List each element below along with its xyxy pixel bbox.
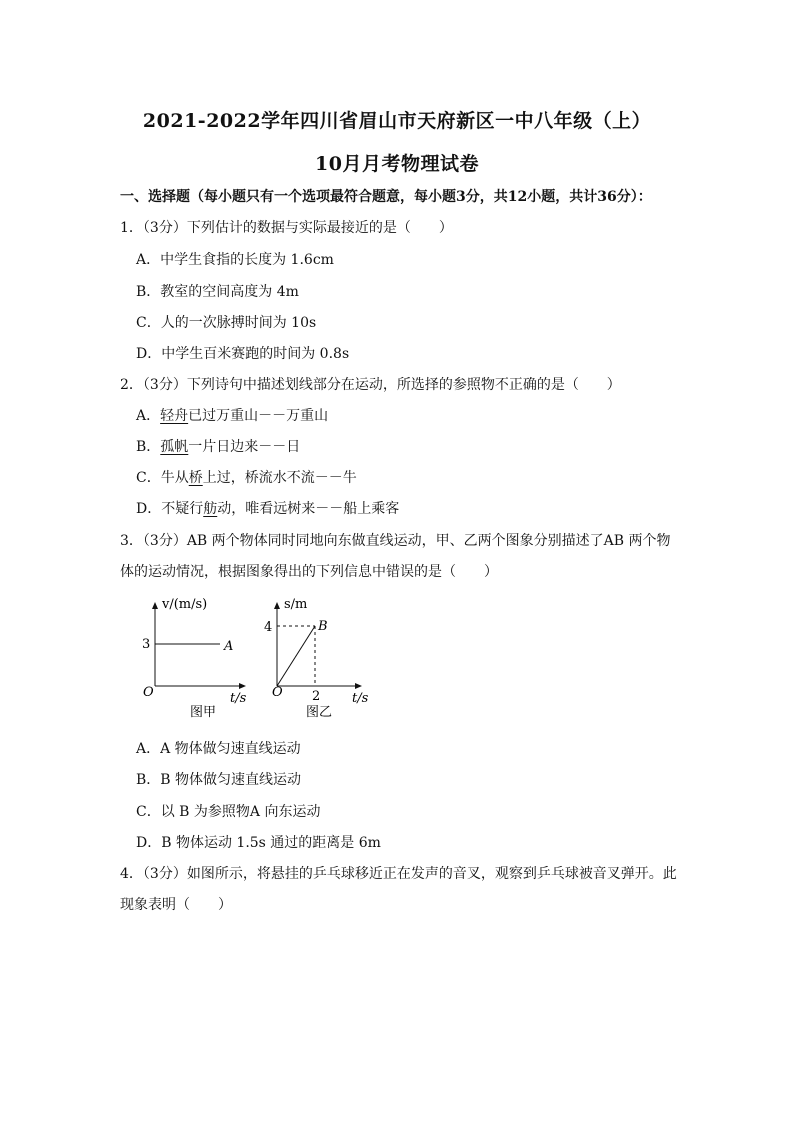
page-title-line1: 2021-2022学年四川省眉山市天府新区一中八年级（上） xyxy=(142,110,652,132)
question-4-stem-line2: 现象表明（ ） xyxy=(120,897,232,913)
underlined-word: 舫 xyxy=(203,501,218,517)
question-1-option-a: A．中学生食指的长度为 1.6cm xyxy=(136,252,334,268)
x-axis-label: t/s xyxy=(230,691,247,706)
figure-yi xyxy=(258,592,388,728)
origin-label: O xyxy=(143,685,154,700)
question-2-stem: 2．（3分）下列诗句中描述划线部分在运动，所选择的参照物不正确的是（ ） xyxy=(120,377,621,393)
x-axis-arrow xyxy=(239,683,246,689)
question-1-option-d: D．中学生百米赛跑的时间为 0.8s xyxy=(136,346,350,362)
line-a-label: A xyxy=(224,639,234,654)
x-axis-arrow xyxy=(355,683,362,689)
y-axis-label: v/(m/s) xyxy=(162,597,208,612)
question-2-option-a xyxy=(136,405,328,425)
x-tick-label: 2 xyxy=(312,689,321,704)
option-prefix: B． xyxy=(136,439,161,455)
option-rest: 上过，桥流水不流－－牛 xyxy=(202,470,357,486)
figure-jia-graph xyxy=(138,592,278,724)
option-prefix: D．不疑行 xyxy=(136,501,204,517)
underlined-word: 轻舟 xyxy=(160,408,189,424)
figure-caption: 图乙 xyxy=(306,705,333,720)
question-2-option-c xyxy=(136,467,357,487)
figure-jia xyxy=(138,592,278,728)
origin-label: O xyxy=(272,685,283,700)
figure-yi-graph xyxy=(258,592,388,724)
question-3-option-a: A．A 物体做匀速直线运动 xyxy=(136,741,301,757)
question-4-stem-line1: 4．（3分）如图所示，将悬挂的乒乓球移近正在发声的音叉，观察到乒乓球被音叉弹开。此 xyxy=(120,866,677,882)
question-3-stem-line1: 3．（3分）AB 两个物体同时同地向东做直线运动，甲、乙两个图象分别描述了AB 两个物 xyxy=(120,533,671,549)
y-axis-arrow xyxy=(274,602,280,609)
question-3-option-b: B．B 物体做匀速直线运动 xyxy=(136,772,302,788)
x-axis-label: t/s xyxy=(352,691,369,706)
y-tick-label: 3 xyxy=(142,637,151,652)
question-1-stem: 1．（3分）下列估计的数据与实际最接近的是（ ） xyxy=(120,220,453,236)
underlined-word: 桥 xyxy=(188,470,203,486)
figure-caption: 图甲 xyxy=(190,705,217,720)
option-rest: 一片日边来－－日 xyxy=(188,439,301,455)
option-prefix: C．牛从 xyxy=(136,470,189,486)
option-prefix: A． xyxy=(136,408,161,424)
y-axis-label: s/m xyxy=(284,597,308,612)
line-b xyxy=(277,626,315,686)
question-2-option-b xyxy=(136,436,300,456)
question-3-option-c: C．以 B 为参照物A 向东运动 xyxy=(136,804,321,820)
y-tick-label: 4 xyxy=(264,620,273,635)
question-1-option-c: C．人的一次脉搏时间为 10s xyxy=(136,315,317,331)
question-1-option-b: B．教室的空间高度为 4m xyxy=(136,284,299,300)
page-title-line2: 10月月考物理试卷 xyxy=(315,153,479,175)
point-b-label: B xyxy=(318,619,328,634)
question-3-option-d: D．B 物体运动 1.5s 通过的距离是 6m xyxy=(136,835,381,851)
question-3-stem-line2: 体的运动情况，根据图象得出的下列信息中错误的是（ ） xyxy=(120,564,498,580)
y-axis-arrow xyxy=(152,602,158,609)
underlined-word: 孤帆 xyxy=(160,439,189,455)
option-rest: 已过万重山－－万重山 xyxy=(188,408,329,424)
option-rest: 动，唯看远树来－－船上乘客 xyxy=(217,501,400,517)
section-header: 一、选择题（每小题只有一个选项最符合题意，每小题3分，共12小题，共计36分）： xyxy=(120,189,652,205)
question-2-option-d xyxy=(136,498,399,518)
